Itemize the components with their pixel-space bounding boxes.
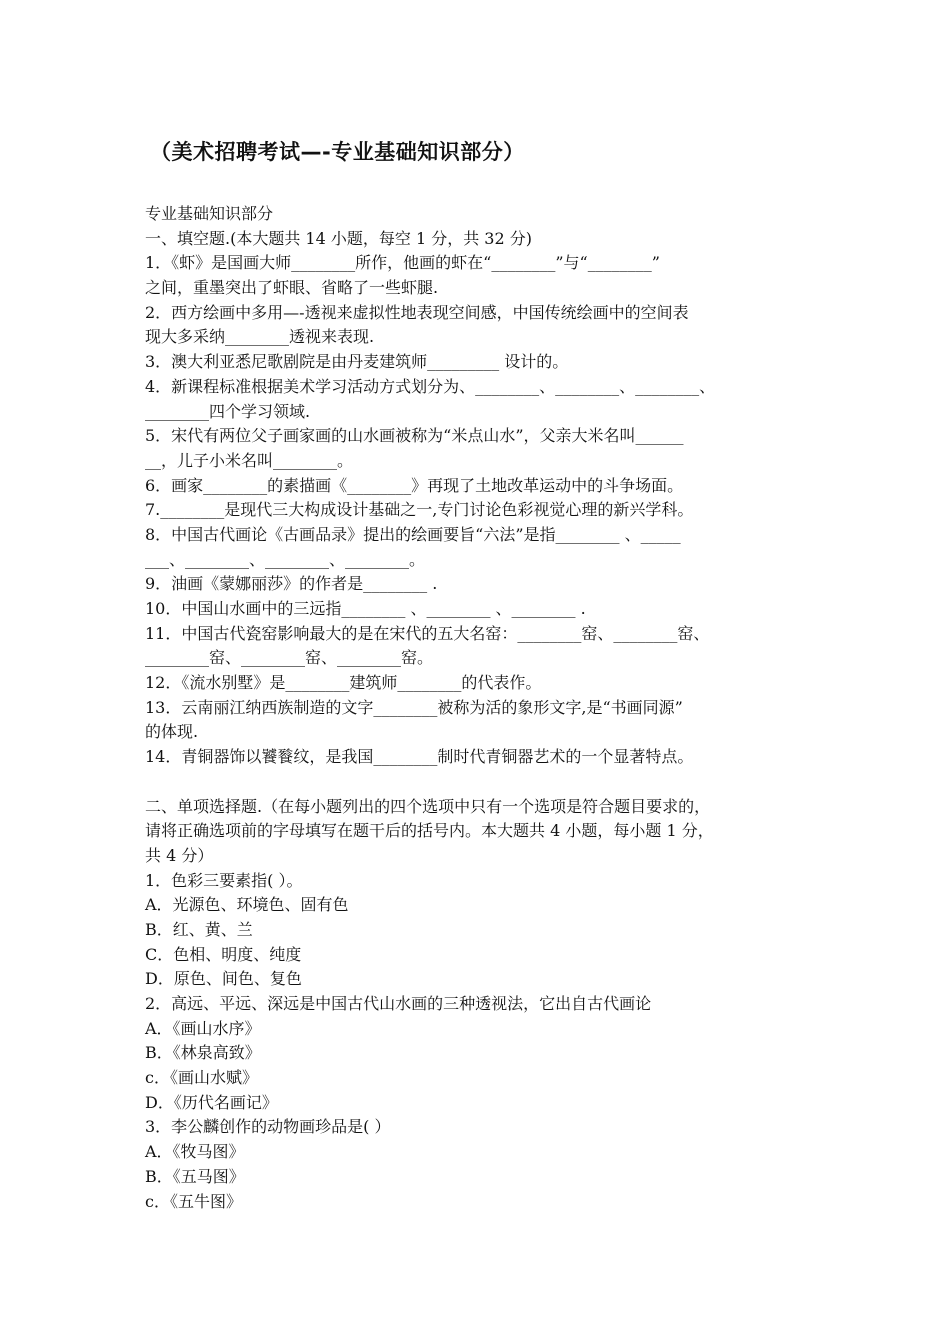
question-line: 11．中国古代瓷窑影响最大的是在宋代的五大名窑：________窑、________窑、 (145, 623, 710, 643)
question-line: 之间，重墨突出了虾眼、省略了一些虾腿. (145, 278, 439, 298)
question-line: ___、________、________、________。 (145, 549, 426, 569)
question-line: 4．新课程标准根据美术学习活动方式划分为、________、________、________、 (145, 376, 716, 396)
question-line: 现大多采纳________透视来表现. (145, 327, 375, 347)
question-line: ________四个学习领域. (145, 401, 311, 421)
question-line: 的体现. (145, 722, 199, 742)
question-line: 13．云南丽江纳西族制造的文字________被称为活的象形文字,是“书画同源” (145, 697, 683, 717)
option-line: A．《牧马图》 (145, 1142, 245, 1162)
section-header: 专业基础知识部分 (145, 204, 274, 223)
option-line: C．色相、明度、纯度 (145, 944, 302, 964)
question-line: 2．西方绘画中多用—-透视来虚拟性地表现空间感，中国传统绘画中的空间表 (145, 302, 689, 322)
question-line: ________窑、________窑、________窑。 (145, 648, 434, 668)
section-spacer (145, 770, 835, 795)
page-title: （美术招聘考试—-专业基础知识部分） (150, 140, 525, 164)
part2-heading: 请将正确选项前的字母填写在题干后的括号内。本大题共 4 小题，每小题 1 分， (145, 821, 714, 841)
question-line: 6．画家________的素描画《________》再现了土地改革运动中的斗争场面。 (145, 475, 684, 495)
option-line: A．光源色、环境色、固有色 (145, 895, 349, 915)
document-body (145, 202, 835, 1214)
question-line: 3．李公麟创作的动物画珍品是( ） (145, 1117, 391, 1137)
option-line: B．红、黄、兰 (145, 919, 253, 939)
option-line: B．《林泉高致》 (145, 1043, 261, 1063)
question-line: 7.________是现代三大构成设计基础之一,专门讨论色彩视觉心理的新兴学科。 (145, 500, 694, 520)
option-line: D．原色、间色、复色 (145, 969, 302, 989)
option-line: B．《五马图》 (145, 1166, 245, 1186)
option-line: A．《画山水序》 (145, 1018, 261, 1038)
part1-heading: 一、填空题.(本大题共 14 小题，每空 1 分，共 32 分) (145, 228, 532, 248)
part2-heading: 二、单项选择题.（在每小题列出的四个选项中只有一个选项是符合题目要求的， (145, 796, 711, 816)
question-line: 2．高远、平远、深远是中国古代山水画的三种透视法，它出自古代画论 (145, 994, 652, 1013)
question-line: 1．《虾》是国画大师________所作，他画的虾在“________”与“________” (145, 253, 660, 273)
question-line: 10．中国山水画中的三远指________ 、________ 、________ . (145, 599, 586, 618)
option-line: c．《五牛图》 (145, 1191, 242, 1211)
question-line: 14．青铜器饰以饕餮纹，是我国________制时代青铜器艺术的一个显著特点。 (145, 747, 694, 767)
question-line: 3．澳大利亚悉尼歌剧院是由丹麦建筑师_________ 设计的。 (145, 352, 569, 372)
part2-heading: 共 4 分） (145, 845, 214, 865)
option-line: c．《画山水赋》 (145, 1068, 258, 1088)
question-line: 5．宋代有两位父子画家画的山水画被称为“米点山水”，父亲大米名叫______ (145, 426, 684, 446)
question-line: 9．油画《蒙娜丽莎》的作者是________ . (145, 574, 438, 594)
option-line: D．《历代名画记》 (145, 1092, 278, 1112)
question-line: 1．色彩三要素指( ）。 (145, 870, 303, 890)
question-line: 8．中国古代画论《古画品录》提出的绘画要旨“六法”是指________ 、_____ (145, 524, 681, 544)
question-line: 12．《流水别墅》是________建筑师________的代表作。 (145, 673, 542, 693)
question-line: __，儿子小米名叫________。 (145, 450, 354, 470)
